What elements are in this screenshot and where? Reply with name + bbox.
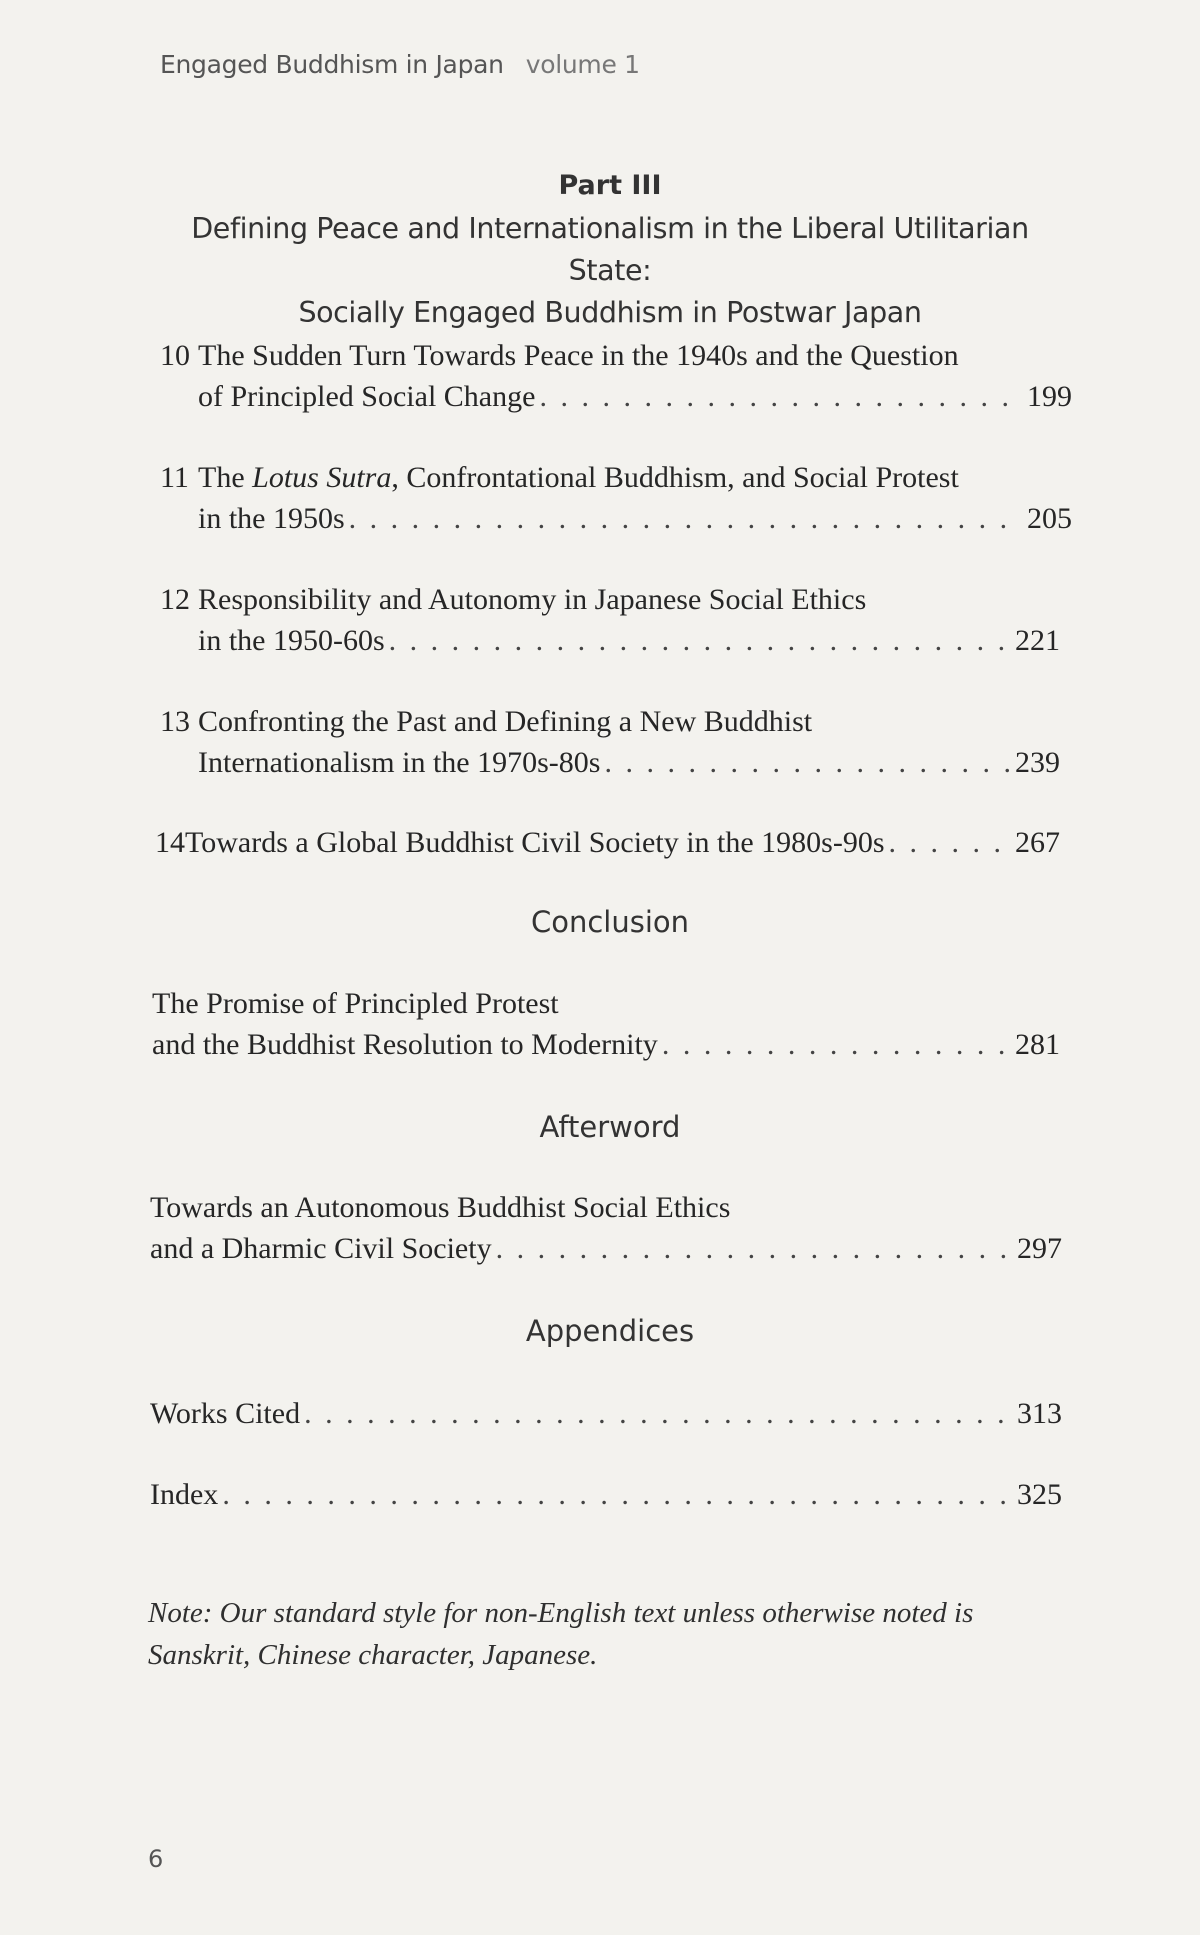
- toc-entry-chapter-11[interactable]: [160, 457, 1072, 539]
- chapter-title-line1: Responsibility and Autonomy in Japanese Social Ethics: [198, 583, 867, 616]
- page-number: 267: [1015, 826, 1060, 859]
- page-number: 221: [1015, 624, 1060, 657]
- toc-line: [150, 1393, 1062, 1434]
- dot-leader: [496, 1228, 1011, 1269]
- entry-title-line1: Towards an Autonomous Buddhist Social Ethics: [150, 1191, 731, 1224]
- running-head-title: Engaged Buddhism in Japan: [160, 50, 504, 79]
- dot-leader: [304, 1393, 1011, 1434]
- toc-line: [160, 335, 1072, 376]
- toc-line: [160, 701, 1060, 742]
- page-number: 239: [1015, 746, 1060, 779]
- part-title-line2: Socially Engaged Buddhism in Postwar Japan: [298, 296, 922, 329]
- page-number: 325: [1017, 1478, 1062, 1511]
- toc-line: [160, 498, 1072, 539]
- toc-entry-conclusion[interactable]: [152, 983, 1060, 1065]
- entry-title-line1: The Promise of Principled Protest: [152, 987, 559, 1020]
- chapter-number: 13: [160, 705, 190, 738]
- toc-line: [150, 1228, 1062, 1269]
- toc-line: [150, 1187, 1062, 1228]
- chapter-number: 11: [160, 461, 189, 494]
- chapter-title-text: The: [198, 461, 253, 494]
- chapter-title-line2: in the 1950s: [198, 502, 345, 535]
- chapter-title-line1: Confronting the Past and Defining a New Buddhist: [198, 705, 813, 738]
- chapter-title-line2: Internationalism in the 1970s-80s: [198, 746, 601, 779]
- page-number: 297: [1017, 1232, 1062, 1265]
- toc-entry-chapter-14[interactable]: [155, 822, 1060, 863]
- entry-title-line2: and the Buddhist Resolution to Modernity: [152, 1028, 658, 1061]
- dot-leader: [889, 822, 1009, 863]
- dot-leader: [539, 376, 1021, 417]
- running-head: [160, 50, 640, 79]
- toc-entry-works-cited[interactable]: [150, 1393, 1062, 1434]
- section-heading-appendices: Appendices: [525, 1314, 695, 1348]
- dot-leader: [349, 498, 1021, 539]
- part-title-line1: Defining Peace and Internationalism in the Liberal Utilitarian State:: [191, 212, 1029, 287]
- chapter-title-line1: The Sudden Turn Towards Peace in the 1940s and the Question: [198, 339, 959, 372]
- running-head-volume: volume 1: [525, 50, 640, 79]
- toc-entry-afterword[interactable]: [150, 1187, 1062, 1269]
- chapter-title-line2: of Principled Social Change: [198, 380, 536, 413]
- chapter-number: 12: [160, 583, 190, 616]
- toc-line: [152, 983, 1060, 1024]
- entry-title-line2: and a Dharmic Civil Society: [150, 1232, 492, 1265]
- toc-line: [160, 457, 1072, 498]
- dot-leader: [662, 1024, 1009, 1065]
- chapter-number: 10: [160, 339, 190, 372]
- chapter-title-italic: Lotus Sutra: [252, 461, 392, 494]
- part-label: Part III: [558, 170, 662, 201]
- page-folio: 6: [148, 1845, 164, 1873]
- dot-leader: [389, 620, 1009, 661]
- page-number: 281: [1015, 1028, 1060, 1061]
- chapter-number: 14: [155, 826, 185, 859]
- page-number: 205: [1027, 502, 1072, 535]
- toc-line: [152, 1024, 1060, 1065]
- toc-line: [155, 822, 1060, 863]
- style-note: Note: Our standard style for non-English text unless otherwise noted is Sanskrit, Chinese character, Japanese.: [148, 1597, 974, 1671]
- toc-line: [160, 742, 1060, 783]
- section-heading-conclusion: Conclusion: [530, 905, 690, 939]
- toc-line: [160, 376, 1072, 417]
- page-number: 313: [1017, 1397, 1062, 1430]
- toc-line: [150, 1474, 1062, 1515]
- dot-leader: [222, 1474, 1011, 1515]
- chapter-title-line1: [198, 457, 959, 498]
- toc-line: [160, 620, 1060, 661]
- toc-line: [160, 579, 1060, 620]
- toc-entry-chapter-13[interactable]: [160, 701, 1060, 783]
- entry-title: Index: [150, 1478, 219, 1511]
- toc-entry-chapter-10[interactable]: [160, 335, 1072, 417]
- entry-title: Works Cited: [150, 1397, 301, 1430]
- page-number: 199: [1027, 380, 1072, 413]
- chapter-title-line1: Towards a Global Buddhist Civil Society in the 1980s-90s: [185, 826, 885, 859]
- section-heading-afterword: Afterword: [539, 1110, 681, 1144]
- part-title: [150, 208, 1070, 334]
- toc-entry-index[interactable]: [150, 1474, 1062, 1515]
- dot-leader: [604, 742, 1009, 783]
- toc-entry-chapter-12[interactable]: [160, 579, 1060, 661]
- chapter-title-line2: in the 1950-60s: [198, 624, 385, 657]
- chapter-title-text: , Confrontational Buddhism, and Social Protest: [391, 461, 959, 494]
